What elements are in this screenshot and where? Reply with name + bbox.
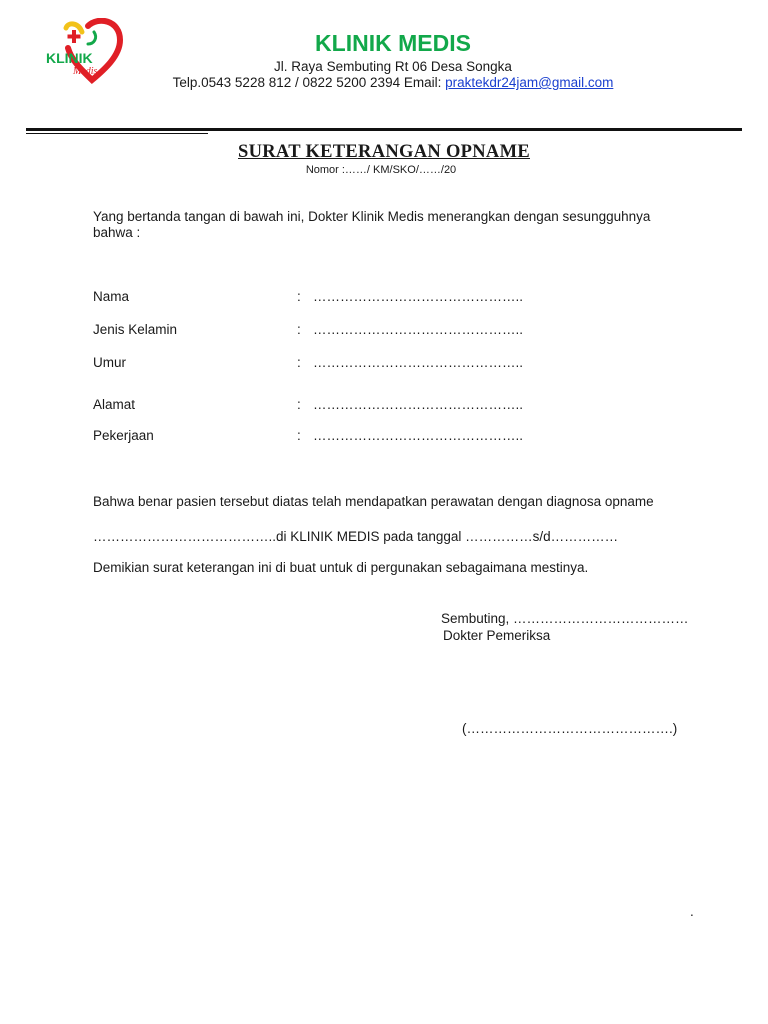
field-value-alamat: ………………………………………..	[313, 397, 524, 412]
field-colon: :	[297, 322, 301, 337]
closing-statement: Demikian surat keterangan ini di buat untuk di pergunakan sebagaimana mestinya.	[93, 560, 589, 575]
header-divider	[26, 128, 742, 131]
document-title: SURAT KETERANGAN OPNAME	[238, 142, 530, 162]
statement-line-1: Bahwa benar pasien tersebut diatas telah mendapatkan perawatan dengan diagnosa opname	[93, 494, 654, 509]
contact-phone: Telp.0543 5228 812 / 0822 5200 2394 Email:	[172, 75, 446, 90]
field-label-nama: Nama	[93, 289, 130, 304]
field-colon: :	[297, 355, 301, 370]
field-value-pekerjaan: ………………………………………..	[313, 428, 524, 443]
field-colon: :	[297, 397, 301, 412]
field-label-umur: Umur	[93, 355, 126, 370]
statement-line-2: …………………………………..di KLINIK MEDIS pada tanggal ……………s/d……………	[93, 529, 619, 544]
field-colon: :	[297, 428, 301, 443]
logo-subtext: Medis	[73, 66, 98, 77]
doctor-title: Dokter Pemeriksa	[443, 628, 551, 643]
stray-mark: .	[690, 904, 694, 919]
clinic-contact	[0, 75, 768, 90]
header-divider-thin	[26, 133, 208, 134]
intro-line-2: bahwa :	[93, 225, 141, 240]
clinic-name: KLINIK MEDIS	[315, 30, 471, 56]
field-label-pekerjaan: Pekerjaan	[93, 428, 154, 443]
field-colon: :	[297, 289, 301, 304]
field-label-jenis-kelamin: Jenis Kelamin	[93, 322, 178, 337]
place-date: Sembuting, …………………………………	[441, 611, 689, 626]
document-number: Nomor :……/ KM/SKO/……/20	[305, 164, 457, 176]
clinic-address: Jl. Raya Sembuting Rt 06 Desa Songka	[274, 59, 512, 74]
signature-line: (……………………………………….)	[462, 721, 678, 736]
field-value-umur: ………………………………………..	[313, 355, 524, 370]
intro-line-1: Yang bertanda tangan di bawah ini, Dokter Klinik Medis menerangkan dengan sesungguhnya	[93, 209, 651, 224]
logo-text: KLINIK	[46, 50, 93, 66]
field-value-jenis-kelamin: ………………………………………..	[313, 322, 524, 337]
email-link[interactable]: praktekdr24jam@gmail.com	[445, 75, 614, 90]
field-value-nama: ………………………………………..	[313, 289, 524, 304]
field-label-alamat: Alamat	[93, 397, 136, 412]
